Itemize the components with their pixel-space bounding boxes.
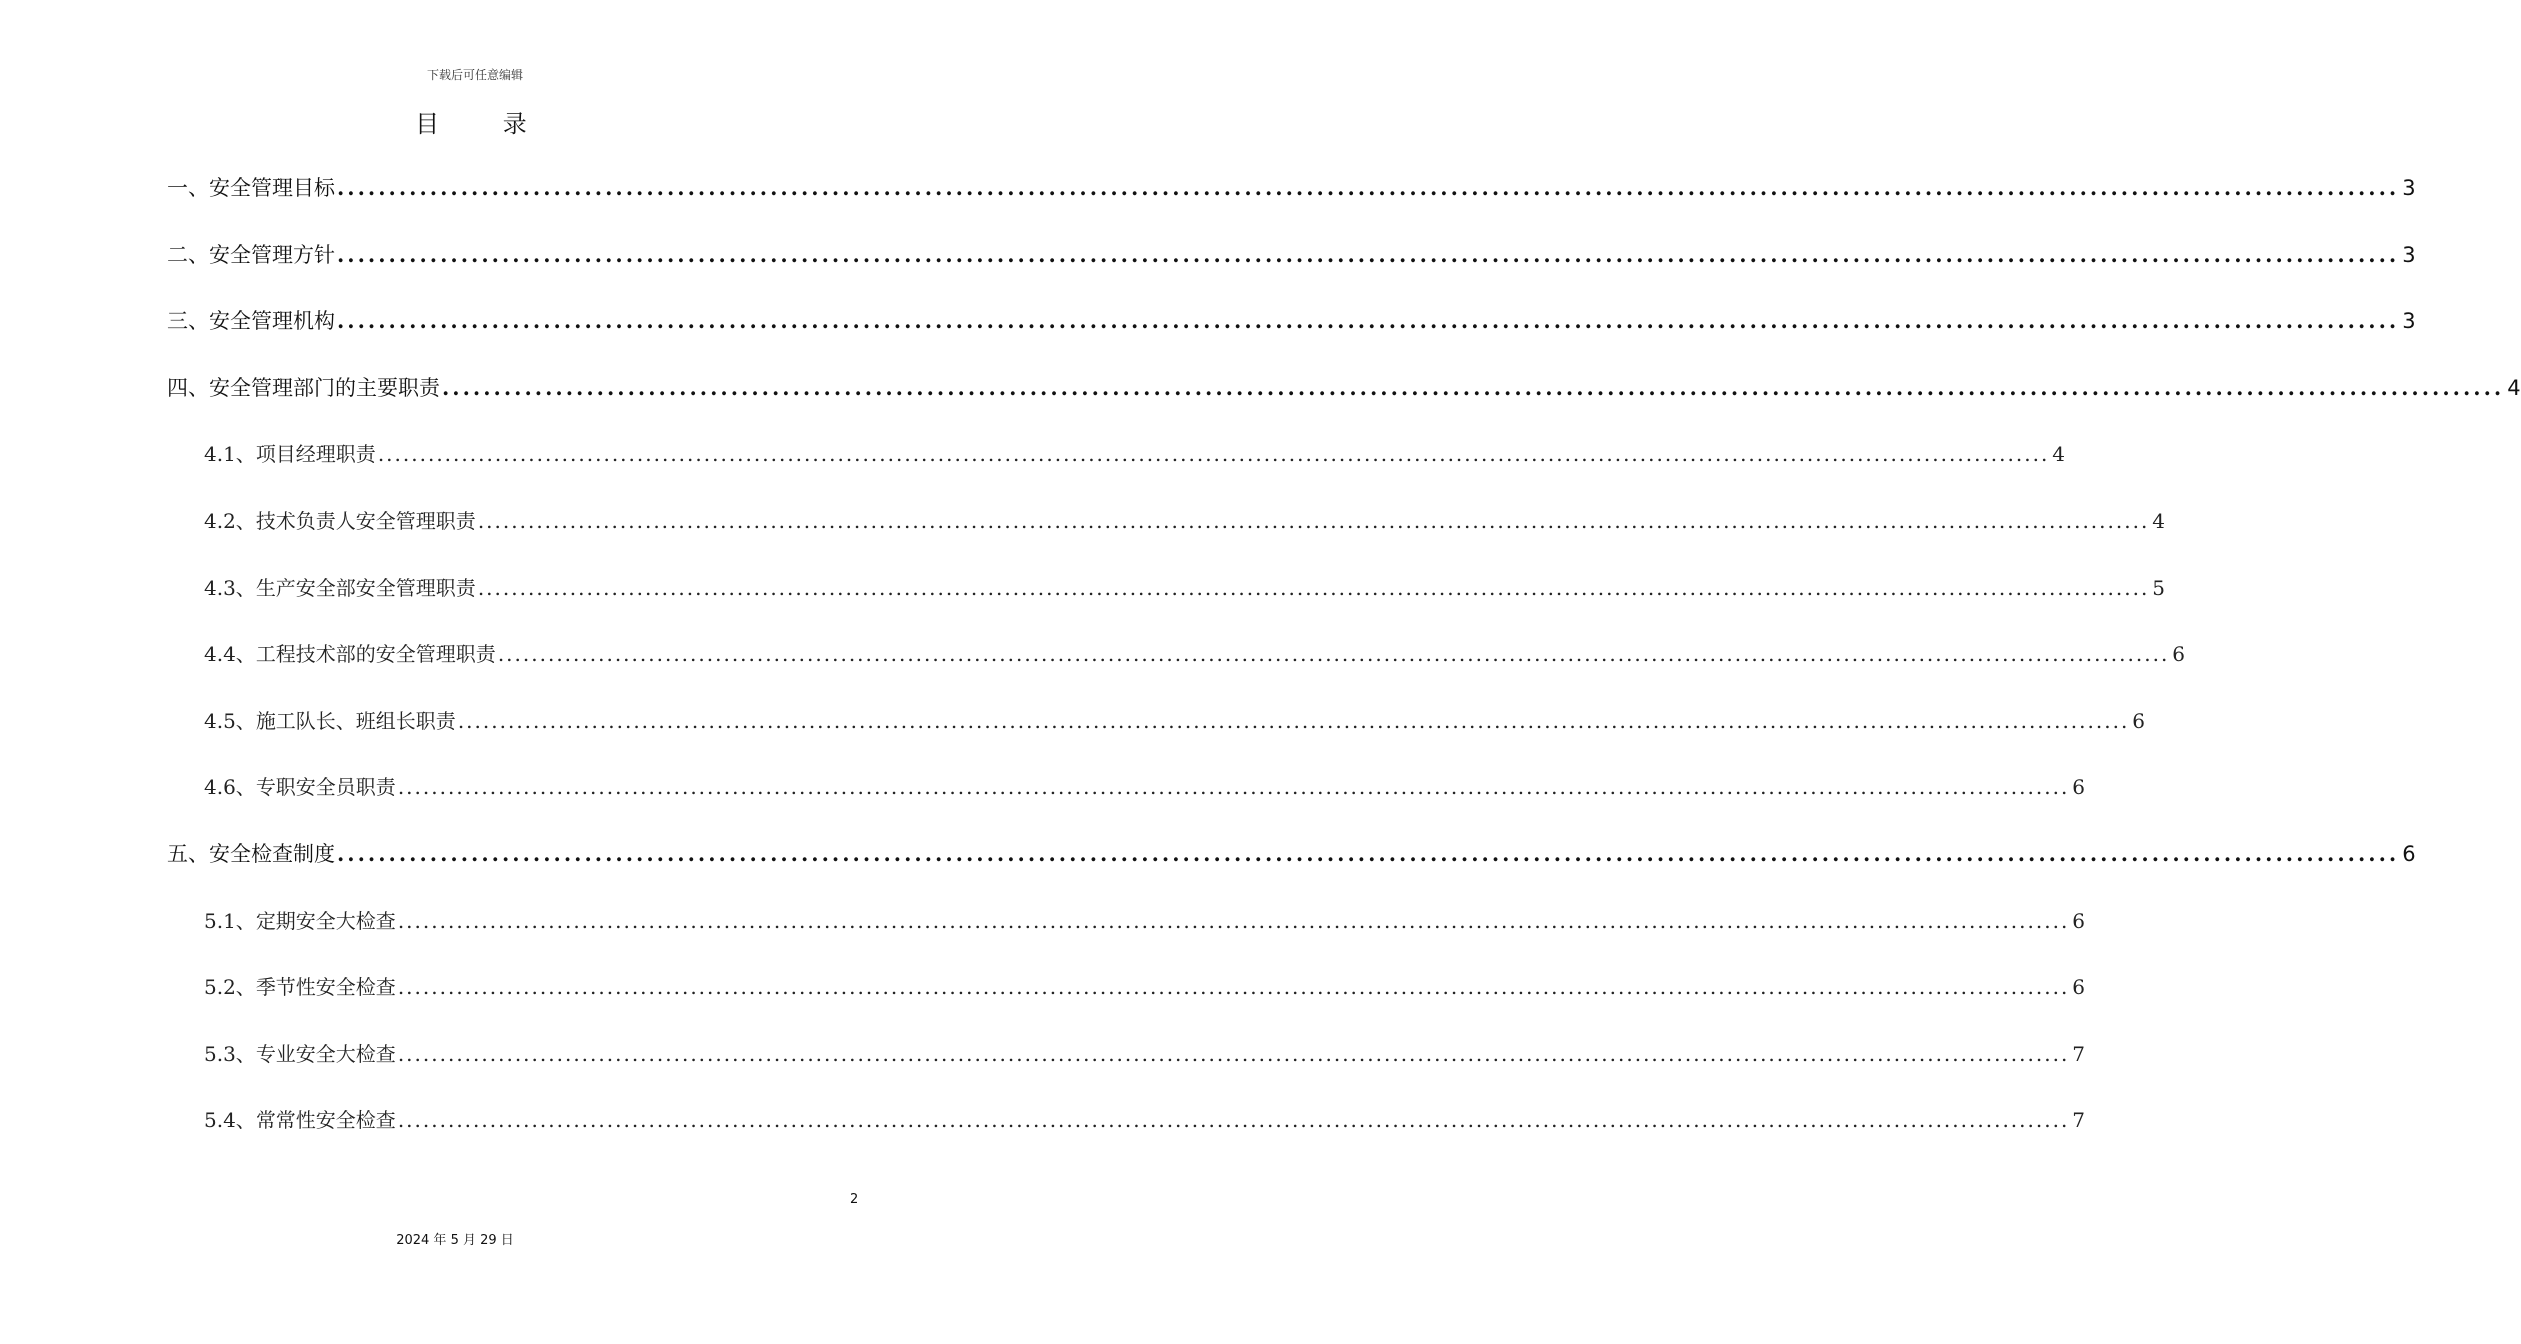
toc-entry-number: 二、 xyxy=(167,242,209,267)
toc-entry-section[interactable] xyxy=(0,634,2186,701)
toc-entry-page: 4 xyxy=(2052,442,2066,467)
toc-entry-number: 四、 xyxy=(167,375,209,400)
toc-entry-title: 施工队长、班组长职责 xyxy=(255,708,456,733)
toc-entry-number: 4.1、 xyxy=(204,442,256,467)
toc-dot-leader: ........................................................................................................................................................................................................ xyxy=(337,840,2400,866)
toc-entry-title: 工程技术部的安全管理职责 xyxy=(255,642,496,667)
toc-entry-section[interactable] xyxy=(0,967,2086,1034)
toc-dot-leader: ........................................................................................................................................................................................................ xyxy=(477,575,2150,600)
toc-entry-number: 5.2、 xyxy=(204,975,256,1000)
toc-dot-leader: ........................................................................................................................................................................................................ xyxy=(397,1041,2070,1066)
toc-entry-page: 5 xyxy=(2152,575,2166,600)
toc-entry-title: 技术负责人安全管理职责 xyxy=(255,508,476,533)
toc-dot-leader: ........................................................................................................................................................................................................ xyxy=(397,975,2070,1000)
header-note: 下载后可任意编辑 xyxy=(426,68,523,82)
toc-entry-title: 安全检查制度 xyxy=(209,841,335,866)
toc-entry-chapter[interactable] xyxy=(0,168,2416,235)
toc-entry-number: 4.4、 xyxy=(204,642,256,667)
toc-entry-section[interactable] xyxy=(0,1100,2086,1167)
toc-dot-leader: ........................................................................................................................................................................................................ xyxy=(497,642,2170,667)
toc-entry-title: 常常性安全检查 xyxy=(255,1108,396,1133)
toc-entry-number: 5.3、 xyxy=(204,1041,256,1066)
toc-entry-page: 6 xyxy=(2402,841,2416,866)
toc-dot-leader: ........................................................................................................................................................................................................ xyxy=(337,241,2400,267)
toc-entry-section[interactable] xyxy=(0,501,2166,568)
toc-title: 目 录 xyxy=(415,110,555,138)
toc-entry-title: 安全管理部门的主要职责 xyxy=(209,375,440,400)
toc-entry-number: 五、 xyxy=(167,841,209,866)
page-number: 2 xyxy=(850,1192,859,1207)
toc-entry-number: 4.6、 xyxy=(204,775,256,800)
toc-entry-page: 6 xyxy=(2072,908,2086,933)
toc-entry-section[interactable] xyxy=(0,434,2066,501)
toc-dot-leader: ........................................................................................................................................................................................................ xyxy=(442,374,2505,400)
toc-entry-title: 生产安全部安全管理职责 xyxy=(255,575,476,600)
toc-entry-title: 安全管理目标 xyxy=(209,176,335,200)
toc-entry-title: 安全管理机构 xyxy=(209,309,335,334)
toc-entry-section[interactable] xyxy=(0,568,2166,635)
toc-entry-title: 专业安全大检查 xyxy=(255,1041,396,1066)
toc-entry-section[interactable] xyxy=(0,767,2086,834)
toc-entry-title: 专职安全员职责 xyxy=(255,775,396,800)
toc-entry-number: 5.4、 xyxy=(204,1108,256,1133)
toc-entry-chapter[interactable] xyxy=(0,834,2416,901)
toc-dot-leader: ........................................................................................................................................................................................................ xyxy=(477,508,2150,533)
toc-entry-page: 3 xyxy=(2402,242,2416,267)
toc-entry-title: 项目经理职责 xyxy=(255,442,376,467)
toc-entry-chapter[interactable] xyxy=(0,301,2416,368)
toc-dot-leader: ........................................................................................................................................................................................................ xyxy=(337,175,2400,200)
toc-entry-number: 4.5、 xyxy=(204,708,256,733)
toc-entry-page: 7 xyxy=(2072,1041,2086,1066)
toc-entry-title: 安全管理方针 xyxy=(209,242,335,267)
toc-entry-section[interactable] xyxy=(0,1034,2086,1101)
table-of-contents xyxy=(0,168,2521,1167)
toc-entry-page: 6 xyxy=(2072,775,2086,800)
toc-entry-title: 季节性安全检查 xyxy=(255,975,396,1000)
toc-entry-chapter[interactable] xyxy=(0,235,2416,302)
footer-date: 2024 年 5 月 29 日 xyxy=(396,1233,514,1248)
toc-dot-leader: ........................................................................................................................................................................................................ xyxy=(397,908,2070,933)
toc-entry-page: 3 xyxy=(2402,309,2416,334)
toc-entry-page: 4 xyxy=(2152,508,2166,533)
toc-entry-section[interactable] xyxy=(0,701,2146,768)
toc-entry-title: 定期安全大检查 xyxy=(255,908,396,933)
toc-entry-number: 三、 xyxy=(167,309,209,334)
toc-entry-number: 4.3、 xyxy=(204,575,256,600)
toc-entry-page: 6 xyxy=(2072,975,2086,1000)
toc-dot-leader: ........................................................................................................................................................................................................ xyxy=(377,442,2050,467)
toc-entry-page: 7 xyxy=(2072,1108,2086,1133)
toc-entry-number: 一、 xyxy=(167,176,209,200)
toc-entry-number: 5.1、 xyxy=(204,908,256,933)
toc-dot-leader: ........................................................................................................................................................................................................ xyxy=(397,1108,2070,1133)
toc-entry-chapter[interactable] xyxy=(0,368,2521,435)
toc-entry-section[interactable] xyxy=(0,901,2086,968)
toc-entry-number: 4.2、 xyxy=(204,508,256,533)
toc-dot-leader: ........................................................................................................................................................................................................ xyxy=(337,308,2400,334)
toc-entry-page: 3 xyxy=(2402,176,2416,200)
toc-dot-leader: ........................................................................................................................................................................................................ xyxy=(397,775,2070,800)
toc-entry-page: 4 xyxy=(2507,375,2521,400)
toc-entry-page: 6 xyxy=(2172,642,2186,667)
toc-dot-leader: ........................................................................................................................................................................................................ xyxy=(457,708,2130,733)
toc-entry-page: 6 xyxy=(2132,708,2146,733)
